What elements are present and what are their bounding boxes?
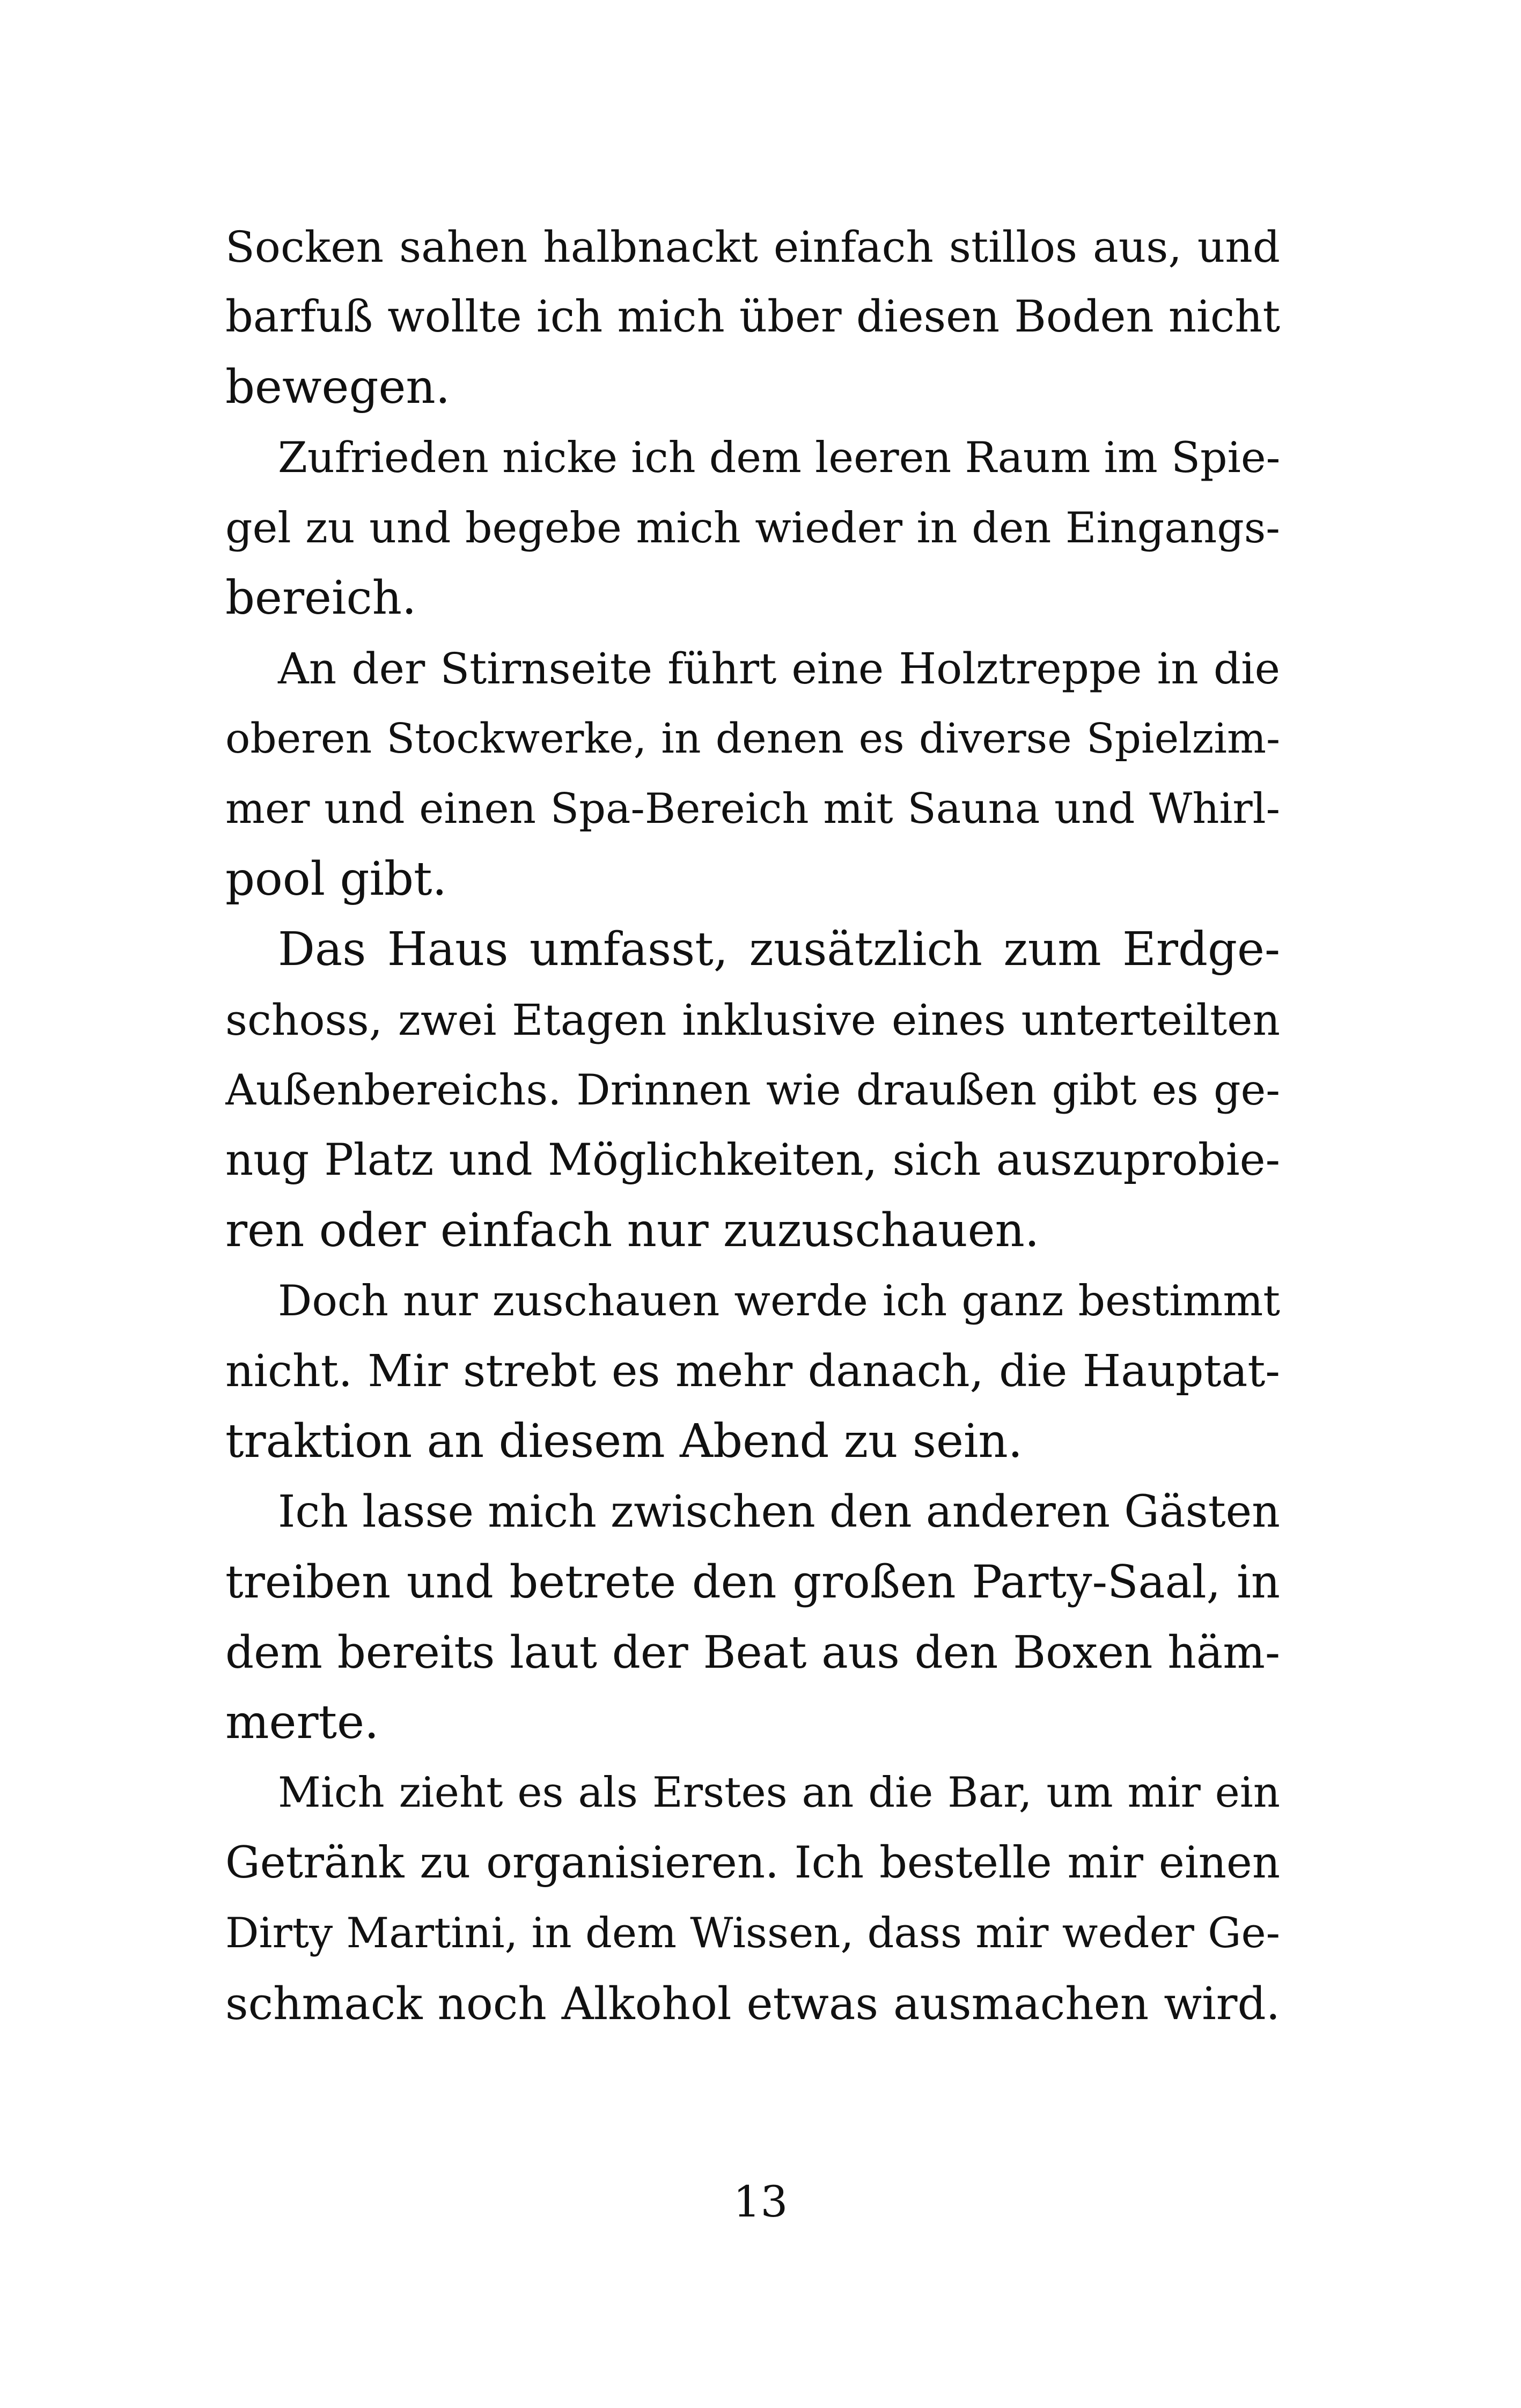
text-line: ren oder einfach nur zuzuschauen. (225, 1204, 1040, 1257)
text-line: nicht. Mir strebt es mehr danach, die Hauptat- (225, 1346, 1280, 1397)
text-line: gel zu und begebe mich wieder in den Eingangs- (225, 503, 1280, 553)
text-line: schoss, zwei Etagen inklusive eines unterteilten (225, 995, 1280, 1045)
text-line: bewegen. (225, 360, 451, 414)
text-line: Das Haus umfasst, zusätzlich zum Erdge- (278, 923, 1280, 976)
text-line: Socken sahen halbnackt einfach stillos aus, und (225, 222, 1280, 272)
text-line: Getränk zu organisieren. Ich bestelle mir einen (225, 1838, 1280, 1888)
text-line: mer und einen Spa-Bereich mit Sauna und Whirl- (225, 785, 1280, 833)
text-line: barfuß wollte ich mich über diesen Boden nicht (225, 292, 1280, 342)
text-line: Dirty Martini, in dem Wissen, dass mir weder Ge- (225, 1909, 1280, 1957)
text-line: An der Stirnseite führt eine Holztreppe in die (278, 644, 1280, 694)
text-line: schmack noch Alkohol etwas ausmachen wird. (225, 1978, 1280, 2030)
page-number: 13 (733, 2177, 788, 2227)
text-line: pool gibt. (225, 852, 447, 906)
body-text (225, 212, 1280, 2039)
text-line: nug Platz und Möglichkeiten, sich auszuprobie- (225, 1135, 1280, 1185)
text-line: oberen Stockwerke, in denen es diverse Spielzim- (225, 715, 1280, 763)
text-line: Ich lasse mich zwischen den anderen Gästen (278, 1486, 1280, 1537)
text-line: Doch nur zuschauen werde ich ganz bestimmt (278, 1276, 1280, 1325)
text-line: traktion an diesem Abend zu sein. (225, 1415, 1023, 1468)
text-line: treiben und betrete den großen Party-Saal, in (225, 1556, 1280, 1608)
text-line: Zufrieden nicke ich dem leeren Raum im Spie- (278, 433, 1280, 482)
text-line: Mich zieht es als Erstes an die Bar, um mir ein (278, 1769, 1280, 1817)
text-line: dem bereits laut der Beat aus den Boxen häm- (225, 1626, 1280, 1678)
text-line: merte. (225, 1696, 379, 1749)
text-line: Außenbereichs. Drinnen wie draußen gibt es ge- (225, 1065, 1280, 1115)
text-line: bereich. (225, 571, 417, 625)
